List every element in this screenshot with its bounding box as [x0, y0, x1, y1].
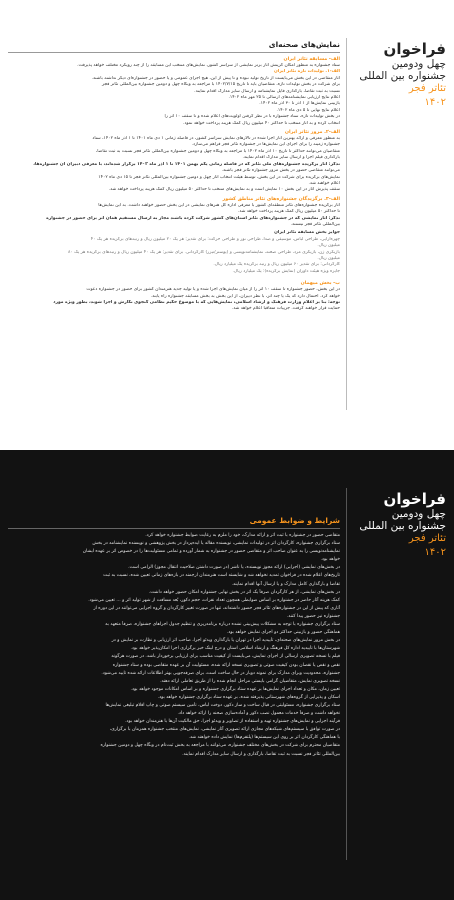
rule-line: نسخه تصویری نمایش، متقاضیان گرامی بایستی مراحل انجام شده را از طریق تعاملی ارائه دهند.	[160, 678, 340, 684]
text-line: تذکر: آثار برگزیده جشنواره‌های ملی تئاتر که در فاصله زمانی یکم بهمن ۱۴۰۱ تا ۱ آذر ماه ۱۴۰۲ برگزار شده‌اند، با معرفی دبیران آن جشنواره‌ها،	[33, 161, 340, 167]
rule-line: کمک هزینه آثار حاضر در جشنواره بر اساس ضوابطی همچون تعداد نفرات، حجم دکور، بُعد مسافت از شهر تولید اثر و ... تعیین می‌شود.	[88, 597, 340, 603]
rule-line: ستاد برگزاری جشنواره با توجه به مشکلات پیش‌بینی نشده درباره برنامه‌ریزی و تنظیم جدول اجراهای جشنواره، صرفاً متعهد به	[105, 622, 340, 628]
text-line: تذکر: آثار نمایشی که در جشنواره‌های تئاتر استان‌های کشور شرکت کرده باشند مجاز به ارسال مستقیم همان اثر برای حضور در جشنواره	[46, 215, 340, 221]
divider-line	[346, 488, 347, 860]
text-line: بین‌المللی تئاتر فجر نیستند.	[290, 221, 340, 227]
rule-line: در صورت توافق با سیستم‌های شبکه‌های مجازی ارائه تصویری آثار نمایشی، نمایش‌های منتخب جشنواره همزمان با برگزاری،	[109, 727, 340, 733]
subsection-title: الف- مسابقه تئاتر ایران	[283, 57, 340, 62]
text-line: آثار متقاضی در این بخش می‌بایست از تاریخ تولید نبوده و تا پیش از این، هیچ اجرای عمومی و یا حضور در جشنواره‌ای دیگر نداشته باشند.	[91, 75, 340, 81]
text-line: می‌توانند متقاضی حضور در بخش مرور جشنواره تئاتر فجر باشند.	[221, 168, 340, 174]
text-line: برای شرکت در بخش تولیدات تازه، متقاضیان باید تا تاریخ ۱۴۰۲/۷/۱۵ با مراجعه به وبگاه چهل و دومین جشنواره بین‌المللی تئاتر فجر	[101, 82, 340, 88]
rule-line: آثاری که پیش از این در جشنواره‌های تئاتر فجر حضور داشته‌اند، تنها در صورت تغییر کارگردان و گروه اجرایی می‌توانند در این دوره از	[93, 605, 340, 611]
rule-line: متقاضی حضور در جشنواره با ثبت اثر و ارائه مدارک، خود را ملزم به رعایت ضوابط جشنواره خواهد کرد.	[145, 533, 340, 538]
award-line: کارگردانی: برای تقدیر ۶۰ میلیون ریال و رتبه برگزیده یک میلیارد ریال.	[213, 262, 340, 268]
brand-subtitle-2: جشنواره بین المللی	[359, 70, 446, 82]
subsection-title: ب- بخش میهمان	[300, 281, 340, 287]
rule-line: تاریخ‌های اعلام شده در فراخوان تمدید نخواهد شد و شایسته است هنرمندان ارجمند در بازه‌های زمانی تعیین شده، نسبت به ثبت	[103, 573, 340, 579]
general-rules-column	[8, 516, 340, 759]
text-line: سقف پذیرش آثار در این بخش ۱۰ نمایش است و به نمایش‌های منتخب تا حداکثر ۵۰ میلیون ریال کمک هزینه پرداخت خواهد شد.	[108, 187, 340, 193]
rule-line: فیلم با نسخه تصویری ارسالی از اجرای نمایش، می‌بایست از کیفیت مناسب برای ارزیابی برخوردار باشد. در صورت هرگونه	[111, 654, 340, 660]
rule-line: نمایشنامه‌نویسی را به عنوان صاحب اثر و متقاضی حضور در جشنواره به شمار آورده و تمامی مسئولیت‌ها را در خصوص اثر بر عهده ایشان	[82, 549, 340, 555]
rule-line: در بخش مرور نمایش‌های صحنه‌ای، تأییدیه اجرا در تهران یا بارگذاری ویدئو اجرا، صاحب اثر ارزیابی و نظارت بر نمایش و در	[111, 638, 340, 644]
divider-line	[346, 38, 347, 410]
award-line: چهره‌آرایی، طراحی لباس، موسیقی و صدا، طراحی نور و طراحی حرکت: برای تقدیر: هر یک ۲۰ میلیون ریال و رتبه‌های برگزیده هر یک ۴۰	[90, 236, 340, 242]
text-line: آثار برگزیده جشنواره‌های تئاتر منطقه‌ای کشور با معرفی اداره کل هنرهای نمایشی در این بخش حضور خواهند داشت. به این نمایش‌ها	[98, 202, 340, 208]
section-heading: شرایط و ضوابط عمومی	[249, 516, 340, 525]
text-line: در این بخش، حضور جشنواره تا سقف ۱۰ اثر را از میان نمایش‌های اجرا شده و یا تولید جدید هنرمندان کشور برای حضور در جشنواره دعوت	[86, 287, 340, 293]
rule-line: نقص و نقص یا نقصان بودن کیفیت صوتی و تصویری نسخه ارائه شده، مسئولیت آن بر عهده متقاضی بوده و ستاد جشنواره	[112, 662, 340, 668]
award-line: بازیگری زن، بازیگری مرد، طراحی صحنه، نمایشنامه‌نویسی و (پوستر/تیزر) کارگردانی. برای تقدیر: هر یک ۴۰ میلیون ریال و رتبه‌های برگزیده هر یک ۸۰	[67, 249, 340, 255]
brand-title: فراخوان	[383, 40, 446, 58]
spacer	[8, 275, 340, 278]
award-line: میلیون ریال.	[317, 243, 340, 249]
rule-line: در بخش‌های نمایشی، از هر کارگردان صرفاً یک اثر در بخش نهایی جشنواره امکان حضور خواهد داشت.	[148, 589, 340, 595]
text-line: توجه: بنا بر اعلام وزارت فرهنگ و ارشاد اسلامی، نمایش‌هایی که با موضوع حکیم نظامی گنجوی نگارش و اجرا شوند، بطور ویژه مورد	[53, 300, 340, 305]
rule-line: در بخش‌های نمایشی (اجرایی) ارائه مجوز نویسنده، یا ناشر (در صورت داشتن صلاحیت انتقال مجوز) الزامی است.	[128, 565, 340, 571]
award-line: جایزه ویژه هیئت داوران (نمایش برگزیده): یک میلیارد ریال.	[232, 268, 340, 274]
text-line: اعلام نتایج نهایی تا ۵ دی ماه ۱۴۰۲.	[276, 107, 340, 113]
rule-line: نخواهد داشت و صرفاً خدمات معمول نصب دکور و آماده‌سازی صحنه را ارائه خواهد داد.	[177, 711, 340, 717]
brand-subtitle-2: جشنواره بین المللی	[359, 520, 446, 532]
rule-line: فرآیند اجرایی و نمایش‌های جشنواره تهیه و استفاده از تصاویر و ویدئو اجرا، حق مالکیت آن‌ها با هنرمندان خواهد بود.	[125, 719, 340, 725]
brand-subtitle-1: چهل ودومین	[391, 508, 446, 520]
rule-line: با هماهنگی کارگردان اثر بر روی این سیستم‌ها (پلتفرم‌ها) نمایش داده خواهند شد.	[188, 735, 340, 741]
rule-line: متقاضیان محترم برای شرکت در بخش‌های مختلف جشنواره، می‌توانند با مراجعه به بخش ثبت‌نام در وبگاه چهل و دومین جشنواره	[100, 743, 340, 749]
rule-line: ستاد برگزاری جشنواره، مسئولیتی در قبال ساخت و ساز دکور، دوخت لباس، تأمین سیستم صوتی و چاپ اقلام تبلیغی نمایش‌ها	[105, 702, 340, 708]
rule-line: خواهد بود.	[320, 557, 340, 563]
text-line: بارگذاری فیلم اجرا و ارسال سایر مدارک اقدام نمایند.	[242, 155, 340, 161]
rule-line: جشنواره نیز حضور پیدا کنند.	[286, 613, 340, 619]
text-line: حمایت قرار خواهند گرفت. جزییات متعاقباً اعلام خواهد شد.	[231, 306, 340, 312]
stage-plays-column	[8, 40, 340, 313]
rule-line: شهرستان‌ها با تأییدیه اداره کل فرهنگ و ارشاد اسلامی استان و درج لینک خبر برگزاری اجرا امکان‌پذیر خواهد بود.	[130, 646, 340, 652]
rule-line: هماهنگی حضور و بازبینی حداکثر دو اجرای نمایش خواهد بود.	[226, 630, 340, 636]
rule-line: اسکان و پذیرایی از گروه‌های شهرستانی پذیرفته شده، بر عهده ستاد برگزاری جشنواره خواهد بود.	[157, 694, 340, 700]
heading-rule	[8, 528, 340, 529]
heading-rule	[8, 52, 340, 53]
text-line: جشنواره زمینه را برای اجرای این نمایش‌ها در جشنواره تئاتر فجر فراهم می‌سازد.	[191, 142, 340, 148]
text-line: در بخش تولیدات تازه، ستاد جشنواره با در نظر گرفتن اولویت‌های اعلام شده و تا سقف ۱۰ اثر را	[164, 114, 340, 120]
brand-year: ۱۴۰۲	[424, 547, 446, 558]
awards-title: جوایز بخش مسابقه تئاتر ایران	[274, 230, 340, 236]
rule-line: ستاد برگزاری جشنواره، کارگردان اثر در تولیدات نمایشی، نویسنده مقاله یا ایده‌پرداز در بخش پژوهشی و نویسنده نمایشنامه در بخش	[92, 541, 340, 547]
section-heading: نمایش‌های صحنه‌ای	[268, 40, 340, 49]
brand-year: ۱۴۰۲	[424, 97, 446, 108]
brand-subtitle-3: تئاتر فجر	[408, 83, 446, 94]
award-line: میلیون ریال.	[317, 255, 340, 261]
text-line: اعلام نتایج ارزیابی نمایشنامه‌های ارسالی تا ۲۵ مهر ماه ۱۴۰۲.	[228, 95, 340, 101]
text-line: ستاد جشنواره به منظور امکان گزینش آثار برتر نمایشی از سراسر کشور، نمایش‌های منتخب این مسابقه را از چند رویکرد مختلف خواهد پذیرفت.	[77, 63, 340, 68]
brand-title: فراخوان	[383, 490, 446, 508]
text-line: انتخاب کرده و به آثار منتخب تا حداکثر ۴۰ میلیون ریال کمک هزینه پرداخت خواهد نمود.	[183, 120, 340, 126]
text-line: خواهد کرد. احتمال دارد که یک یا چند اثر، با نظر دبیران، از این بخش به بخش مسابقه جشنواره راه یابند.	[150, 293, 340, 299]
subsection-title: الف-۲. مرور تئاتر ایران	[284, 130, 340, 136]
brand-subtitle-3: تئاتر فجر	[408, 533, 446, 544]
brand-subtitle-1: چهل ودومین	[391, 58, 446, 70]
text-line: متقاضیان می‌توانند حداکثر تا تاریخ ۱۰ آذر ماه ۱۴۰۲ با مراجعه به وبگاه چهل و دومین جشنواره بین‌المللی تئاتر فجر نسبت به ثبت تقاضا،	[95, 148, 340, 154]
rule-line: بین‌المللی تئاتر فجر نسبت به ثبت تقاضا، بارگذاری و ارسال سایر مدارک اقدام نمایند.	[182, 751, 340, 757]
text-line: نسبت به ثبت تقاضا، بارگذاری فایل نمایشنامه و ارسال سایر مدارک اقدام نمایند.	[194, 88, 340, 94]
rules-list	[8, 532, 340, 759]
dark-panel	[0, 450, 454, 900]
text-line: تا حداکثر ۵۰ میلیون ریال کمک هزینه پرداخت خواهد شد.	[238, 209, 340, 215]
text-line: الف-۱. تولیدات تازه تئاتر ایران	[273, 69, 340, 75]
text-line: نمایش‌های برگزیده برای شرکت در این بخش، توسط هیئت انتخاب آثار چهل و دومین جشنواره بین‌المللی تئاتر فجر تا ۱۵ دی ماه ۱۴۰۲	[98, 174, 340, 180]
festival-brand	[356, 490, 446, 560]
text-line: به منظور معرفی و ارائه بهترین آثار اجرا شده در تالارهای نمایش سراسر کشور، در فاصله زمانی ۱ دی ماه ۱۴۰۱ تا ۱ آذر ماه ۱۴۰۲، ستاد	[92, 136, 340, 142]
festival-brand	[356, 40, 446, 110]
text-line: بازبینی نمایش‌ها از ۱ آذر تا ۳۰ آذر ماه ۱۴۰۲.	[259, 101, 340, 107]
text-line: اعلام خواهند شد.	[308, 180, 340, 186]
rule-line: جشنواره، محدودیت وبرای مدارک برای نمونه دوبار در حال ساخت است، برای صرفه‌جویی بهتر اطلاعات ارائه شده تایید می‌شود.	[101, 670, 340, 676]
rule-line: تعیین زمان، مکان و تعداد اجرای نمایش‌ها بر عهده ستاد برگزاری جشنواره و بر اساس امکانات موجود خواهد بود.	[130, 686, 340, 692]
rule-line: تقاضا و بارگذاری کامل مدارک و یا ارسال آنها اقدام نمایند.	[231, 581, 340, 587]
subsection-title: الف-۳. برگزیدگان جشنواره‌های تئاتر مناطق کشور	[222, 196, 340, 202]
